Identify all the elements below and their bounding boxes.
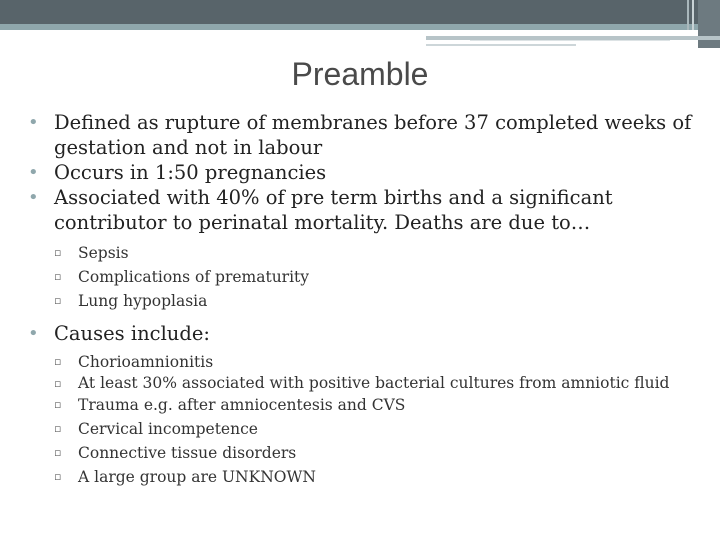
sub-bullet-item	[54, 417, 698, 441]
top-decor-bar	[0, 0, 720, 24]
sub-bullet-icon: ▫	[54, 355, 62, 368]
sub-bullet-item	[54, 374, 698, 393]
sub-bullet-text: Complications of prematurity	[78, 268, 310, 286]
bullet-list	[28, 110, 698, 489]
bullet-item	[28, 110, 698, 160]
bullet-text: Causes include:	[54, 322, 210, 345]
sub-bullet-text: Chorioamnionitis	[78, 353, 214, 371]
sub-bullet-icon: ▫	[54, 446, 62, 459]
sub-bullet-item	[54, 289, 698, 313]
bullet-icon: •	[28, 162, 39, 183]
slide-body	[28, 110, 698, 495]
sub-bullet-icon: ▫	[54, 294, 62, 307]
sub-bullet-item	[54, 350, 698, 374]
sub-bullet-list	[54, 241, 698, 313]
sub-bullet-icon: ▫	[54, 422, 62, 435]
sub-bullet-text: Connective tissue disorders	[78, 444, 297, 462]
sub-bullet-item	[54, 265, 698, 289]
bullet-item	[28, 185, 698, 313]
bullet-text: Occurs in 1:50 pregnancies	[54, 161, 327, 184]
sub-bullet-text: Sepsis	[78, 244, 129, 262]
sub-bullet-icon: ▫	[54, 246, 62, 259]
bullet-item	[28, 160, 698, 185]
corner-stripe	[687, 0, 689, 30]
sub-bullet-text: At least 30% associated with positive bacterial cultures from amniotic fluid	[78, 374, 670, 392]
sub-bullet-item	[54, 241, 698, 265]
sub-bullet-text: Cervical incompetence	[78, 420, 258, 438]
sub-bullet-text: Lung hypoplasia	[78, 292, 208, 310]
corner-decor-block	[698, 0, 720, 48]
sub-bullet-icon: ▫	[54, 398, 62, 411]
bullet-item	[28, 321, 698, 489]
slide-title: Preamble	[291, 56, 429, 92]
sub-bullet-icon: ▫	[54, 377, 62, 390]
decor-line	[470, 40, 670, 41]
sub-bullet-icon: ▫	[54, 470, 62, 483]
sub-bullet-icon: ▫	[54, 270, 62, 283]
bullet-text: Defined as rupture of membranes before 37 completed weeks of gestation and not in labour	[54, 111, 692, 159]
top-accent-bar	[0, 24, 720, 30]
sub-bullet-item	[54, 465, 698, 489]
bullet-icon: •	[28, 323, 39, 344]
decor-line	[426, 44, 576, 46]
sub-bullet-text: Trauma e.g. after amniocentesis and CVS	[78, 396, 406, 414]
sub-bullet-item	[54, 441, 698, 465]
sub-bullet-item	[54, 393, 698, 417]
sub-bullet-text: A large group are UNKNOWN	[78, 468, 316, 486]
corner-stripe	[692, 0, 694, 30]
bullet-icon: •	[28, 112, 39, 133]
bullet-text: Associated with 40% of pre term births and a significant contributor to perinatal mortality. Deaths are due to…	[54, 186, 613, 234]
sub-bullet-list	[54, 350, 698, 489]
bullet-icon: •	[28, 187, 39, 208]
